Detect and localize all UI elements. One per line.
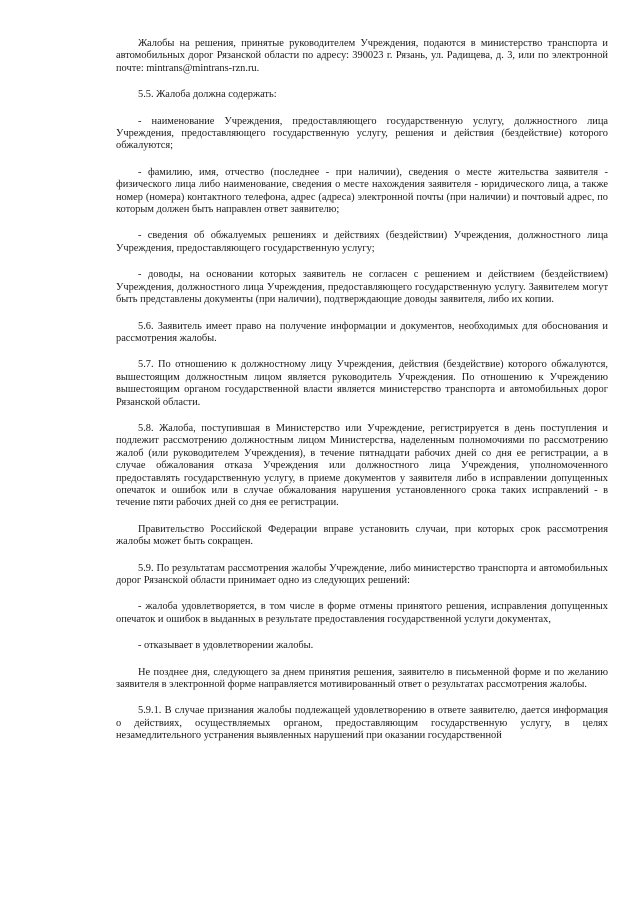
- paragraph-arguments: - доводы, на основании которых заявитель не согласен с решением и действием (бездействием) Учреждения, должностного лица Учреждения, предоставляющего государственную услугу. Заявителем могут быть представлены документы (при наличии), подтверждающие доводы заявителя, либо их копии.: [116, 269, 608, 306]
- paragraph-reasoned-answer: Не позднее дня, следующего за днем принятия решения, заявителю в письменной форме и по желанию заявителя в электронной форме направляется мотивированный ответ о результатах рассмотрения жалобы.: [116, 666, 608, 691]
- paragraph-government-right: Правительство Российской Федерации вправе установить случаи, при которых срок рассмотрения жалобы может быть сокращен.: [116, 523, 608, 548]
- paragraph-complaint-refused: - отказывает в удовлетворении жалобы.: [138, 640, 314, 652]
- paragraph-applicant-details: - фамилию, имя, отчество (последнее - при наличии), сведения о месте жительства заявителя - физического лица либо наименование, сведения о месте нахождения заявителя - юридического лица, а также номер (номера) контактного телефона, адрес (адреса) электронной почты (при наличии) и почтовый адрес, по которым должен быть направлен ответ заявителю;: [116, 166, 608, 216]
- document-body: [116, 38, 608, 757]
- paragraph-5-9-1: 5.9.1. В случае признания жалобы подлежащей удовлетворению в ответе заявителю, дается информация о действиях, осуществляемых органом, предоставляющим государственную услугу, в целях незамедлительного устранения выявленных нарушений при оказании государственной: [116, 705, 608, 742]
- paragraph-5-9: 5.9. По результатам рассмотрения жалобы Учреждение, либо министерство транспорта и автомобильных дорог Рязанской области принимает одно из следующих решений:: [116, 562, 608, 586]
- paragraph-5-5-heading: 5.5. Жалоба должна содержать:: [138, 89, 277, 101]
- paragraph-5-6: 5.6. Заявитель имеет право на получение информации и документов, необходимых для обоснования и рассмотрения жалобы.: [116, 320, 608, 344]
- paragraph-complaint-address: Жалобы на решения, принятые руководителем Учреждения, подаются в министерство транспорта и автомобильных дорог Рязанской области по адресу: 390023 г. Рязань, ул. Радищева, д. 3, или по электронной почте: mintrans@mintrans-rzn.ru.: [116, 38, 608, 74]
- paragraph-institution-name: - наименование Учреждения, предоставляющего государственную услугу, должностного лица Учреждения, предоставляющего государственную услугу, решения и действия (бездействие) которого обжалуются;: [116, 115, 608, 152]
- paragraph-5-8: 5.8. Жалоба, поступившая в Министерство или Учреждение, регистрируется в день поступления и подлежит рассмотрению должностным лицом Министерства, наделенным полномочиями по рассмотрению жалоб (или руководителем Учреждения), в течение пятнадцати рабочих дней со дня ее регистрации, а в случае обжалования отказа Учреждения или должностного лица Учреждения, уполномоченного предоставлять государственную услугу, в приеме документов у заявителя либо в исправлении допущенных опечаток и ошибок или в случае обжалования нарушения установленного срока таких исправлений - в течение пяти рабочих дней со дня ее регистрации.: [116, 422, 608, 509]
- paragraph-5-7: 5.7. По отношению к должностному лицу Учреждения, действия (бездействие) которого обжалуются, вышестоящим должностным лицом является руководитель Учреждения. По отношению к Учреждению вышестоящим органом государственной власти является министерство транспорта и автомобильных дорог Рязанской области.: [116, 359, 608, 408]
- paragraph-appealed-decisions: - сведения об обжалуемых решениях и действиях (бездействии) Учреждения, должностного лица Учреждения, предоставляющего государственную услугу;: [116, 230, 608, 254]
- paragraph-complaint-satisfied: - жалоба удовлетворяется, в том числе в форме отмены принятого решения, исправления допущенных опечаток и ошибок в выданных в результате предоставления государственной услуги документах,: [116, 601, 608, 625]
